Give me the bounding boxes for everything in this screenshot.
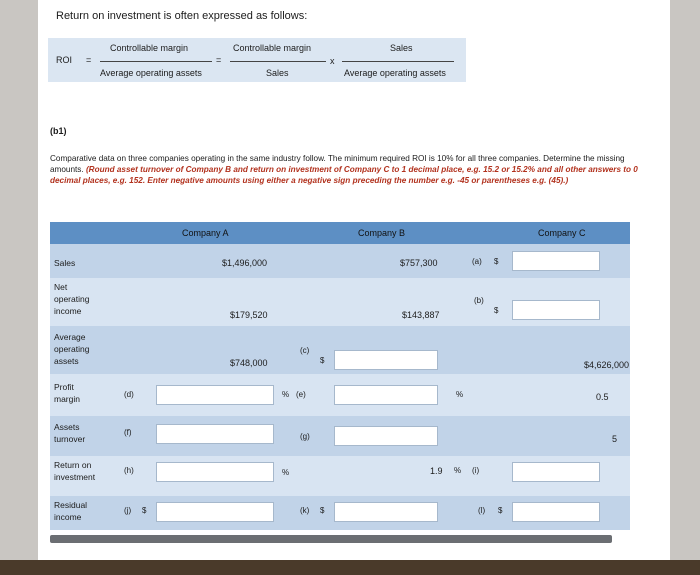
- row-label-turnover-2: turnover: [54, 434, 86, 444]
- formula-average-assets-2: Average operating assets: [344, 68, 446, 78]
- instructions-rounding: (Round asset turnover of Company B and return on investment of Company C to 1 decimal place, e.g. 15.2 or 15.2% and all other answers to 0 decimal places, e.g. 152. Enter negative amounts using either a negative sign preceding the number e.g. -45 or parentheses e.g. (45).): [50, 165, 638, 185]
- formula-average-assets-1: Average operating assets: [100, 68, 202, 78]
- row-label-roi-1: Return on: [54, 460, 92, 470]
- row-label-roi-2: investment: [54, 472, 96, 482]
- code-k: (k): [300, 506, 310, 515]
- input-h-roi-company-a[interactable]: [156, 462, 274, 482]
- dollar-sign-b: $: [494, 306, 499, 315]
- instructions: [50, 153, 638, 186]
- column-company-b: Company B: [358, 228, 406, 238]
- input-d-margin-company-a[interactable]: [156, 385, 274, 405]
- assets-company-c: $4,626,000: [584, 360, 630, 370]
- row-label-assets-2: operating: [54, 344, 90, 354]
- column-company-a: Company A: [182, 228, 229, 238]
- net-income-company-b: $143,887: [402, 310, 440, 320]
- row-label-margin-2: margin: [54, 394, 80, 404]
- percent-sign-d: %: [282, 390, 290, 399]
- formula-sales-2: Sales: [390, 43, 413, 53]
- input-b-net-income-company-c[interactable]: [512, 300, 600, 320]
- assets-company-a: $748,000: [230, 358, 268, 368]
- code-a: (a): [472, 257, 482, 266]
- sales-company-b: $757,300: [400, 258, 438, 268]
- horizontal-scrollbar[interactable]: [50, 535, 612, 543]
- formula-roi: ROI: [56, 55, 73, 65]
- formula-times: x: [330, 56, 335, 66]
- dollar-sign-a: $: [494, 257, 499, 266]
- code-i: (i): [472, 466, 480, 475]
- code-g: (g): [300, 432, 310, 441]
- code-j: (j): [124, 506, 132, 515]
- input-c-assets-company-b[interactable]: [334, 350, 438, 370]
- dollar-sign-l: $: [498, 506, 503, 515]
- row-label-turnover-1: Assets: [54, 422, 80, 432]
- code-e: (e): [296, 390, 306, 399]
- code-f: (f): [124, 428, 132, 437]
- row-label-margin-1: Profit: [54, 382, 74, 392]
- intro-text: Return on investment is often expressed as follows:: [56, 10, 308, 22]
- row-label-residual-2: income: [54, 512, 82, 522]
- input-a-sales-company-c[interactable]: [512, 251, 600, 271]
- sales-company-a: $1,496,000: [222, 258, 268, 268]
- code-d: (d): [124, 390, 134, 399]
- code-c: (c): [300, 346, 310, 355]
- row-label-assets-3: assets: [54, 356, 79, 366]
- row-label-net-3: income: [54, 306, 82, 316]
- row-label-net-2: operating: [54, 294, 90, 304]
- instructions-plain: Comparative data on three companies operating in the same industry follow. The minimum required ROI is 10% for all three companies. Determine the missing amounts.: [50, 154, 625, 174]
- dollar-sign-c: $: [320, 356, 325, 365]
- code-b: (b): [474, 296, 484, 305]
- dollar-sign-j: $: [142, 506, 147, 515]
- formula-equals-1: =: [86, 55, 92, 65]
- input-g-turnover-company-b[interactable]: [334, 426, 438, 446]
- input-j-residual-company-a[interactable]: [156, 502, 274, 522]
- formula-controllable-margin-2: Controllable margin: [233, 43, 312, 53]
- roi-company-b: 1.9: [430, 466, 443, 476]
- fraction-line-3: [342, 61, 454, 62]
- input-e-margin-company-b[interactable]: [334, 385, 438, 405]
- code-h: (h): [124, 466, 134, 475]
- row-label-net-1: Net: [54, 282, 68, 292]
- formula-equals-2: =: [216, 55, 222, 65]
- dollar-sign-k: $: [320, 506, 325, 515]
- row-label-residual-1: Residual: [54, 500, 88, 510]
- fraction-line-2: [230, 61, 326, 62]
- input-k-residual-company-b[interactable]: [334, 502, 438, 522]
- formula-sales-1: Sales: [266, 68, 289, 78]
- input-i-roi-company-c[interactable]: [512, 462, 600, 482]
- percent-sign-e: %: [456, 390, 464, 399]
- fraction-line-1: [100, 61, 212, 62]
- row-label-assets-1: Average: [54, 332, 86, 342]
- turnover-company-c: 5: [612, 434, 618, 444]
- percent-sign-roi-b: %: [454, 466, 462, 475]
- row-label-sales: Sales: [54, 258, 76, 268]
- formula-controllable-margin-1: Controllable margin: [110, 43, 189, 53]
- code-l: (l): [478, 506, 486, 515]
- margin-company-c: 0.5: [596, 392, 609, 402]
- section-label: (b1): [50, 126, 67, 136]
- input-f-turnover-company-a[interactable]: [156, 424, 274, 444]
- net-income-company-a: $179,520: [230, 310, 268, 320]
- screen-bezel: [0, 560, 700, 575]
- column-company-c: Company C: [538, 228, 586, 238]
- input-l-residual-company-c[interactable]: [512, 502, 600, 522]
- question-panel: [38, 0, 670, 560]
- percent-sign-h: %: [282, 468, 290, 477]
